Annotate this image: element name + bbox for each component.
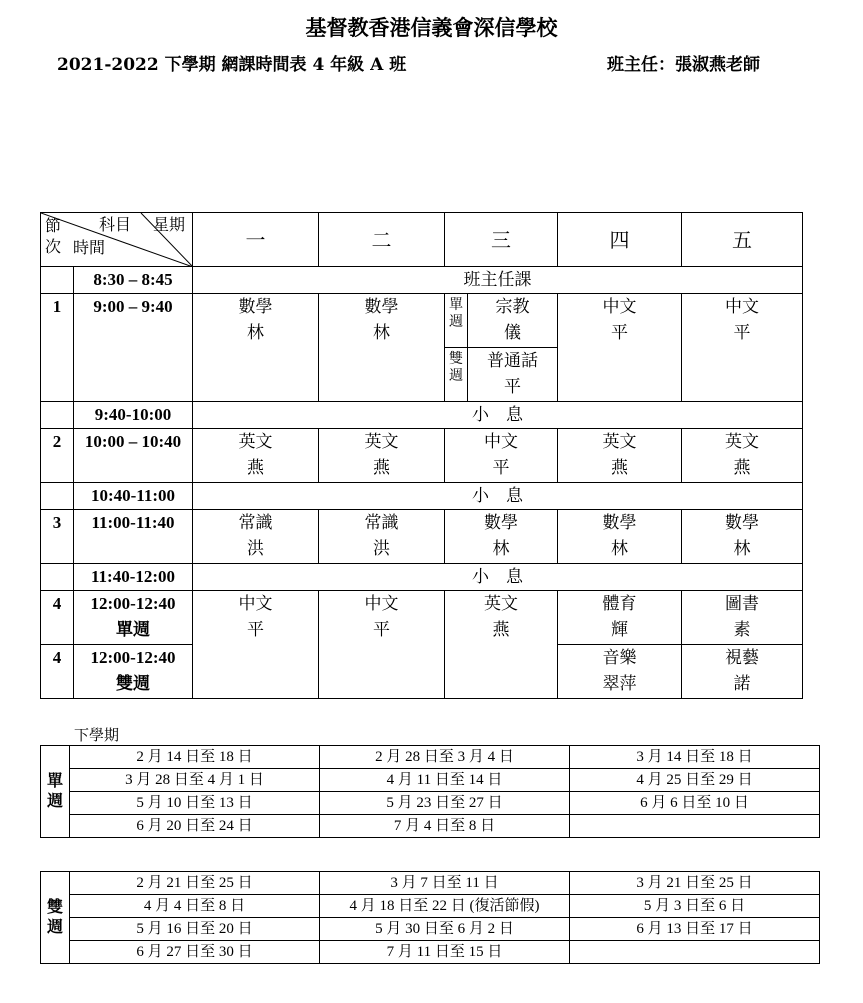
p2-tue-cell — [319, 429, 445, 483]
class-teacher: 班主任：張淑燕老師 — [607, 55, 760, 75]
date-cell: 5 月 16 日至 20 日 — [70, 918, 320, 941]
date-cell: 5 月 10 日至 13 日 — [70, 792, 320, 815]
week-type: 單週 — [116, 620, 150, 639]
teacher: 燕 — [611, 458, 628, 478]
teacher: 儀 — [504, 323, 521, 343]
date-cell: 5 月 3 日至 6 日 — [570, 895, 820, 918]
p1-thu-cell — [558, 294, 682, 402]
homeroom-label: 班主任課 — [193, 267, 803, 294]
corner-subject-label: 科目 — [99, 215, 132, 234]
day-mon: 一 — [193, 213, 319, 267]
p1-fri-cell — [682, 294, 803, 402]
period-2-time: 10:00 – 10:40 — [74, 429, 193, 483]
corner-header — [41, 213, 193, 267]
date-cell — [570, 941, 820, 964]
period-1-row — [41, 294, 803, 348]
period-num: 1 — [41, 294, 74, 402]
corner-weekday-label: 星期 — [153, 215, 186, 234]
p1-wed-single-tag: 單週 — [445, 294, 468, 348]
subject: 中文 — [484, 432, 518, 452]
date-cell — [570, 815, 820, 838]
subject: 常識 — [364, 513, 399, 533]
table-row — [41, 769, 820, 792]
teacher: 洪 — [247, 539, 264, 559]
break-2-label: 小 息 — [193, 483, 803, 510]
period-num — [41, 402, 74, 429]
table-row — [41, 895, 820, 918]
date-cell: 2 月 28 日至 3 月 4 日 — [320, 746, 570, 769]
day-tue: 二 — [319, 213, 445, 267]
double-weeks-label: 雙週 — [41, 872, 70, 964]
break-1-label: 小 息 — [193, 402, 803, 429]
break-2-row — [41, 483, 803, 510]
day-thu: 四 — [558, 213, 682, 267]
p2-fri-cell — [682, 429, 803, 483]
break-2-time: 10:40-11:00 — [74, 483, 193, 510]
table-row — [41, 941, 820, 964]
homeroom-time: 8:30 – 8:45 — [74, 267, 193, 294]
subject: 中文 — [364, 594, 399, 614]
single-weeks-table — [40, 745, 820, 838]
p3-fri-cell — [682, 510, 803, 564]
p4-tue-cell — [319, 591, 445, 699]
teacher: 林 — [733, 539, 751, 559]
date-cell: 3 月 28 日至 4 月 1 日 — [70, 769, 320, 792]
p3-wed-cell — [445, 510, 558, 564]
subject: 體育 — [602, 594, 637, 614]
teacher: 林 — [611, 539, 628, 559]
date-cell: 5 月 23 日至 27 日 — [320, 792, 570, 815]
p3-mon-cell — [193, 510, 319, 564]
p4-mon-cell — [193, 591, 319, 699]
break-1-row — [41, 402, 803, 429]
subject: 英文 — [364, 432, 399, 452]
table-row — [41, 792, 820, 815]
teacher: 素 — [733, 620, 751, 640]
p4-single-fri-cell — [682, 591, 803, 645]
header-row — [41, 213, 803, 267]
date-cell: 3 月 7 日至 11 日 — [320, 872, 570, 895]
double-weeks-table — [40, 871, 820, 964]
period-num — [41, 483, 74, 510]
subject: 數學 — [602, 513, 637, 533]
time: 12:00-12:40 — [90, 648, 176, 667]
subject: 視藝 — [725, 648, 759, 668]
date-cell: 4 月 4 日至 8 日 — [70, 895, 320, 918]
date-cell: 7 月 4 日至 8 日 — [320, 815, 570, 838]
p1-wed-single-cell — [468, 294, 558, 348]
term-label: 下學期 — [74, 728, 120, 744]
period-num: 4 — [41, 591, 74, 645]
teacher: 平 — [611, 323, 628, 343]
subject: 普通話 — [487, 351, 538, 371]
date-cell: 6 月 27 日至 30 日 — [70, 941, 320, 964]
teacher: 洪 — [373, 539, 390, 559]
date-cell: 4 月 18 日至 22 日 (復活節假) — [320, 895, 570, 918]
subject: 圖書 — [725, 594, 759, 614]
period-3-time: 11:00-11:40 — [74, 510, 193, 564]
break-1-time: 9:40-10:00 — [74, 402, 193, 429]
week-type: 雙週 — [116, 674, 150, 693]
table-row — [41, 918, 820, 941]
single-weeks-label: 單週 — [41, 746, 70, 838]
subject: 中文 — [602, 297, 637, 317]
p2-wed-cell — [445, 429, 558, 483]
teacher: 平 — [504, 377, 521, 397]
teacher: 翠萍 — [602, 674, 637, 694]
p4-double-fri-cell — [682, 645, 803, 699]
period-4-single-row — [41, 591, 803, 645]
period-3-row — [41, 510, 803, 564]
break-3-label: 小 息 — [193, 564, 803, 591]
period-num — [41, 564, 74, 591]
p1-tue-cell — [319, 294, 445, 402]
table-row — [41, 815, 820, 838]
teacher: 平 — [373, 620, 390, 640]
school-title: 基督教香港信義會深信學校 — [305, 15, 558, 40]
date-cell: 2 月 14 日至 18 日 — [70, 746, 320, 769]
date-cell: 3 月 21 日至 25 日 — [570, 872, 820, 895]
subject: 數學 — [238, 297, 273, 317]
teacher: 林 — [247, 323, 264, 343]
subject: 中文 — [238, 594, 273, 614]
p3-tue-cell — [319, 510, 445, 564]
p4-wed-cell — [445, 591, 558, 699]
break-3-time: 11:40-12:00 — [74, 564, 193, 591]
period-2-row — [41, 429, 803, 483]
teacher: 燕 — [733, 458, 751, 478]
teacher: 平 — [733, 323, 751, 343]
date-cell: 5 月 30 日至 6 月 2 日 — [320, 918, 570, 941]
break-3-row — [41, 564, 803, 591]
subject: 英文 — [602, 432, 637, 452]
subject: 宗教 — [495, 297, 530, 317]
subject: 英文 — [484, 594, 518, 614]
teacher: 輝 — [611, 620, 628, 640]
subject: 音樂 — [602, 648, 637, 668]
date-cell: 6 月 13 日至 17 日 — [570, 918, 820, 941]
period-4-single-time — [74, 591, 193, 645]
homeroom-row — [41, 267, 803, 294]
teacher: 平 — [492, 458, 510, 478]
p1-mon-cell — [193, 294, 319, 402]
subject: 中文 — [725, 297, 759, 317]
corner-time-label: 時間 — [73, 238, 106, 257]
table-row — [41, 872, 820, 895]
teacher: 燕 — [373, 458, 390, 478]
period-num: 3 — [41, 510, 74, 564]
timetable — [40, 212, 803, 699]
timetable-subtitle: 2021-2022 下學期 網課時間表 4 年級 A 班 — [57, 55, 407, 75]
subject: 英文 — [725, 432, 759, 452]
time: 12:00-12:40 — [90, 594, 176, 613]
subject: 數學 — [364, 297, 399, 317]
p1-wed-double-tag: 雙週 — [445, 348, 468, 402]
date-cell: 2 月 21 日至 25 日 — [70, 872, 320, 895]
teacher: 林 — [373, 323, 390, 343]
p2-mon-cell — [193, 429, 319, 483]
period-num: 2 — [41, 429, 74, 483]
p3-thu-cell — [558, 510, 682, 564]
teacher: 諾 — [733, 674, 751, 694]
teacher: 燕 — [492, 620, 510, 640]
date-cell: 6 月 20 日至 24 日 — [70, 815, 320, 838]
period-num — [41, 267, 74, 294]
date-cell: 3 月 14 日至 18 日 — [570, 746, 820, 769]
day-fri: 五 — [682, 213, 803, 267]
period-num: 4 — [41, 645, 74, 699]
subject: 數學 — [484, 513, 518, 533]
teacher: 平 — [247, 620, 264, 640]
period-4-double-time — [74, 645, 193, 699]
period-1-time: 9:00 – 9:40 — [74, 294, 193, 402]
teacher: 林 — [492, 539, 510, 559]
date-cell: 7 月 11 日至 15 日 — [320, 941, 570, 964]
p4-double-thu-cell — [558, 645, 682, 699]
corner-period-label: 節次 — [45, 216, 62, 256]
date-cell: 4 月 11 日至 14 日 — [320, 769, 570, 792]
p2-thu-cell — [558, 429, 682, 483]
teacher: 燕 — [247, 458, 264, 478]
day-wed: 三 — [445, 213, 558, 267]
p1-wed-double-cell — [468, 348, 558, 402]
subject: 數學 — [725, 513, 759, 533]
date-cell: 6 月 6 日至 10 日 — [570, 792, 820, 815]
table-row — [41, 746, 820, 769]
p4-single-thu-cell — [558, 591, 682, 645]
subject: 英文 — [238, 432, 273, 452]
date-cell: 4 月 25 日至 29 日 — [570, 769, 820, 792]
subject: 常識 — [238, 513, 273, 533]
